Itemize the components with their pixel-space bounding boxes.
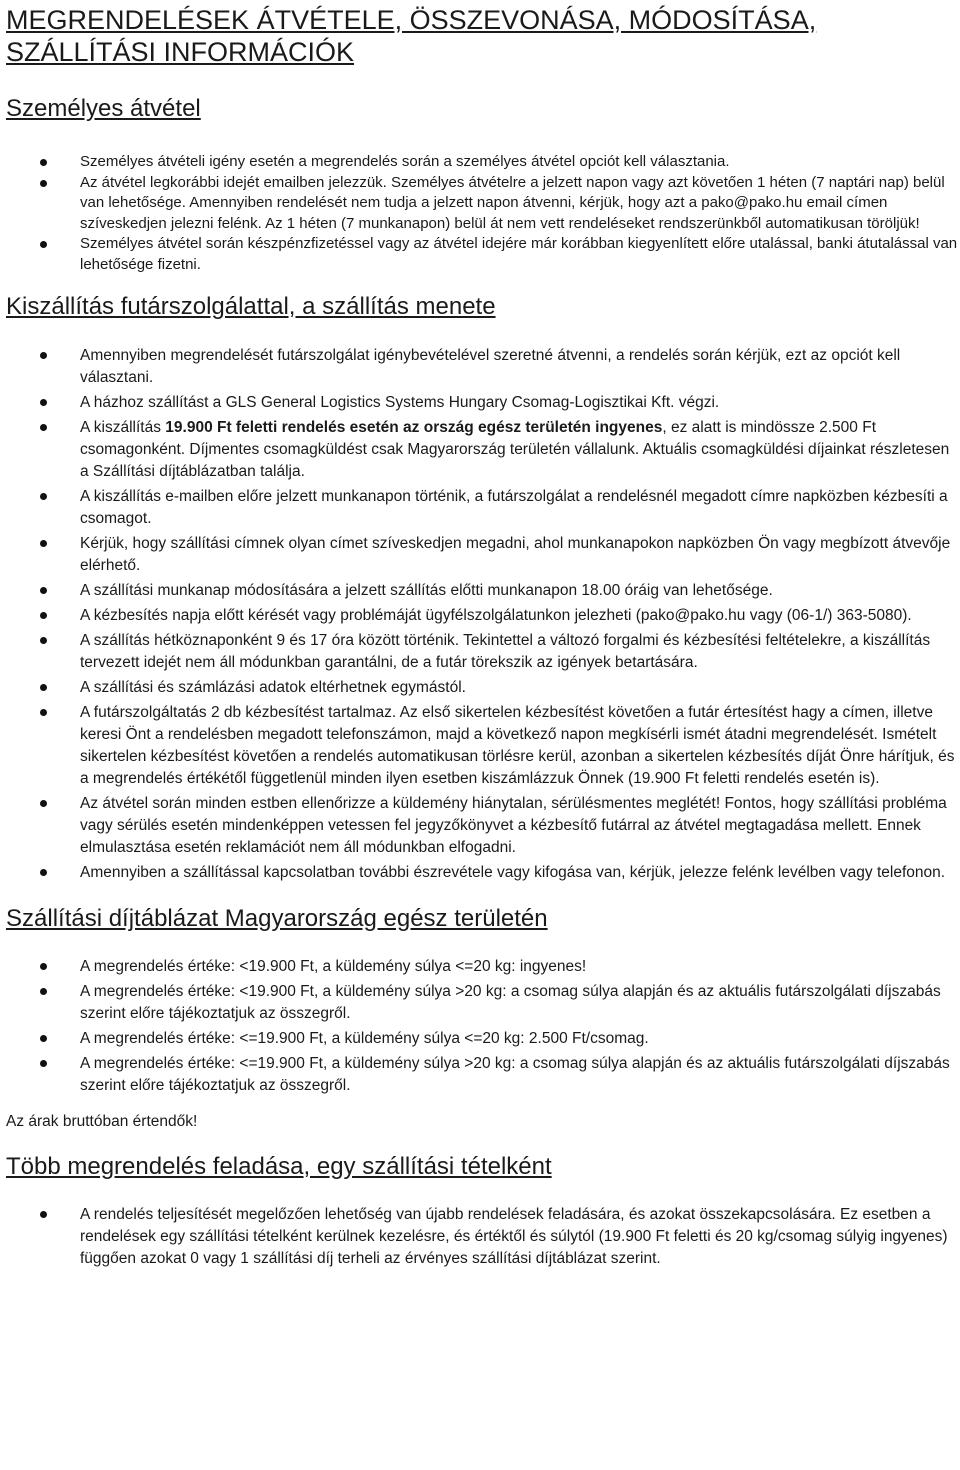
bullet-icon (40, 869, 47, 876)
section-heading-dijtablazat: Szállítási díjtáblázat Magyarország egész területén (6, 904, 548, 932)
page-title: MEGRENDELÉSEK ÁTVÉTELE, ÖSSZEVONÁSA, MÓDOSÍTÁSA, SZÁLLÍTÁSI INFORMÁCIÓK (6, 5, 817, 67)
list-item: A megrendelés értéke: <19.900 Ft, a küldemény súlya >20 kg: a csomag súlya alapján és az aktuális futárszolgálati díjszabás szerint előre tájékoztatjuk az összegről. (6, 981, 958, 1025)
free-shipping-highlight: 19.900 Ft feletti rendelés esetén az ország egész területén ingyenes (165, 418, 663, 436)
list-item: Amennyiben a szállítással kapcsolatban további észrevétele vagy kifogása van, kérjük, jelezze felénk levélben vagy telefonon. (6, 862, 958, 884)
bullet-icon (40, 612, 47, 619)
list-tobb-megrendeles (6, 1204, 958, 1270)
list-item: A szállítás hétköznaponként 9 és 17 óra között történik. Tekintettel a változó forgalmi és kézbesítési feltételekre, a kiszállítás tervezett idejét nem áll módunkban garantálni, de a futár törekszik az igények betartására. (6, 630, 958, 674)
list-item: A kiszállítás e-mailben előre jelzett munkanapon történik, a futárszolgálat a rendelésnél megadott címre napközben kézbesíti a csomagot. (6, 486, 958, 530)
list-szemelyes-atvetel (6, 152, 958, 276)
bullet-icon (40, 709, 47, 716)
bullet-icon (40, 587, 47, 594)
document-page (6, 0, 958, 1270)
list-item: A kiszállítás 19.900 Ft feletti rendelés esetén az ország egész területén ingyenes, ez alatt is mindössze 2.500 Ft csomagonként. Díjmentes csomagküldést csak Magyarország területén vállalunk. Aktuális csomagküldési díjainkat részletesen a Szállítási díjtáblázatban találja. (6, 417, 958, 483)
section-heading-szemelyes-atvetel: Személyes átvétel (6, 95, 201, 122)
bullet-icon (40, 1035, 47, 1042)
list-item: A megrendelés értéke: <=19.900 Ft, a küldemény súlya <=20 kg: 2.500 Ft/csomag. (6, 1028, 958, 1050)
bullet-icon (40, 159, 47, 166)
bullet-icon (40, 241, 47, 248)
list-item: Az átvétel során minden estben ellenőrizze a küldemény hiánytalan, sérülésmentes meglétét! Fontos, hogy szállítási probléma vagy sérülés esetén mindenképpen vetessen fel jegyzőkönyvet a kézbesítő futárral az átvétel megtagadása mellett. Ennek elmulasztása esetén reklamációt nem áll módunkban elfogadni. (6, 793, 958, 859)
section-heading-tobb-megrendeles: Több megrendelés feladása, egy szállítási tételként (6, 1152, 552, 1180)
bullet-icon (40, 963, 47, 970)
list-item: Amennyiben megrendelését futárszolgálat igénybevételével szeretné átvenni, a rendelés során kérjük, ezt az opciót kell választani. (6, 345, 958, 389)
list-item: Személyes átvételi igény esetén a megrendelés során a személyes átvétel opciót kell választania. (6, 152, 958, 173)
bullet-icon (40, 540, 47, 547)
bullet-icon (40, 493, 47, 500)
price-note: Az árak bruttóban értendők! (6, 1112, 198, 1130)
bullet-icon (40, 180, 47, 187)
list-dijtablazat (6, 956, 958, 1097)
bullet-icon (40, 1060, 47, 1067)
list-item: A kézbesítés napja előtt kérését vagy problémáját ügyfélszolgálatunkon jelezheti (pako@pako.hu vagy (06-1/) 363-5080). (6, 605, 958, 627)
section-heading-kiszallitas: Kiszállítás futárszolgálattal, a szállítás menete (6, 292, 496, 320)
bullet-icon (40, 352, 47, 359)
list-item: A megrendelés értéke: <19.900 Ft, a küldemény súlya <=20 kg: ingyenes! (6, 956, 958, 978)
bullet-icon (40, 399, 47, 406)
bullet-icon (40, 637, 47, 644)
list-kiszallitas (6, 345, 958, 884)
bullet-icon (40, 800, 47, 807)
bullet-icon (40, 1211, 47, 1218)
list-item: Az átvétel legkorábbi idejét emailben jelezzük. Személyes átvételre a jelzett napon vagy azt követően 1 héten (7 naptári nap) belül van lehetősége. Amennyiben rendelését nem tudja a jelzett napon átvenni, kérjük, hogy azt a pako@pako.hu email címen szíveskedjen jelezni felénk. Az 1 héten (7 munkanapon) belül át nem vett rendeléseket rendszerünkből automatikusan töröljük! (6, 173, 958, 235)
bullet-icon (40, 424, 47, 431)
bullet-icon (40, 988, 47, 995)
bullet-icon (40, 684, 47, 691)
list-item: A rendelés teljesítését megelőzően lehetőség van újabb rendelések feladására, és azokat összekapcsolására. Ez esetben a rendelések egy szállítási tételként kerülnek kezelésre, és értéktől és súlytól (19.900 Ft feletti és 20 kg/csomag súlyig ingyenes) függően azokat 0 vagy 1 szállítási díj terheli az érvényes szállítási díjtáblázat szerint. (6, 1204, 958, 1270)
list-item: A futárszolgáltatás 2 db kézbesítést tartalmaz. Az első sikertelen kézbesítést követően a futár értesítést hagy a címen, illetve keresi Önt a rendelésben megadott telefonszámon, majd a következő napon megkísérli ismét átadni megrendelését. Ismételt sikertelen kézbesítést követően a rendelés automatikusan törlésre kerül, azonban a sikertelen kézbesítés díját Önre hárítjuk, és a megrendelés értékétől függetlenül minden ilyen esetben kiszámlázzuk Önnek (19.900 Ft feletti rendelés esetén is). (6, 702, 958, 790)
list-item: Kérjük, hogy szállítási címnek olyan címet szíveskedjen megadni, ahol munkanapokon napközben Ön vagy megbízott átvevője elérhető. (6, 533, 958, 577)
list-item: A házhoz szállítást a GLS General Logistics Systems Hungary Csomag-Logisztikai Kft. végzi. (6, 392, 958, 414)
list-item: A szállítási munkanap módosítására a jelzett szállítás előtti munkanapon 18.00 óráig van lehetősége. (6, 580, 958, 602)
list-item: A megrendelés értéke: <=19.900 Ft, a küldemény súlya >20 kg: a csomag súlya alapján és az aktuális futárszolgálati díjszabás szerint előre tájékoztatjuk az összegről. (6, 1053, 958, 1097)
list-item: A szállítási és számlázási adatok eltérhetnek egymástól. (6, 677, 958, 699)
list-item: Személyes átvétel során készpénzfizetéssel vagy az átvétel idejére már korábban kiegyenlített előre utalással, banki átutalással van lehetősége fizetni. (6, 234, 958, 275)
